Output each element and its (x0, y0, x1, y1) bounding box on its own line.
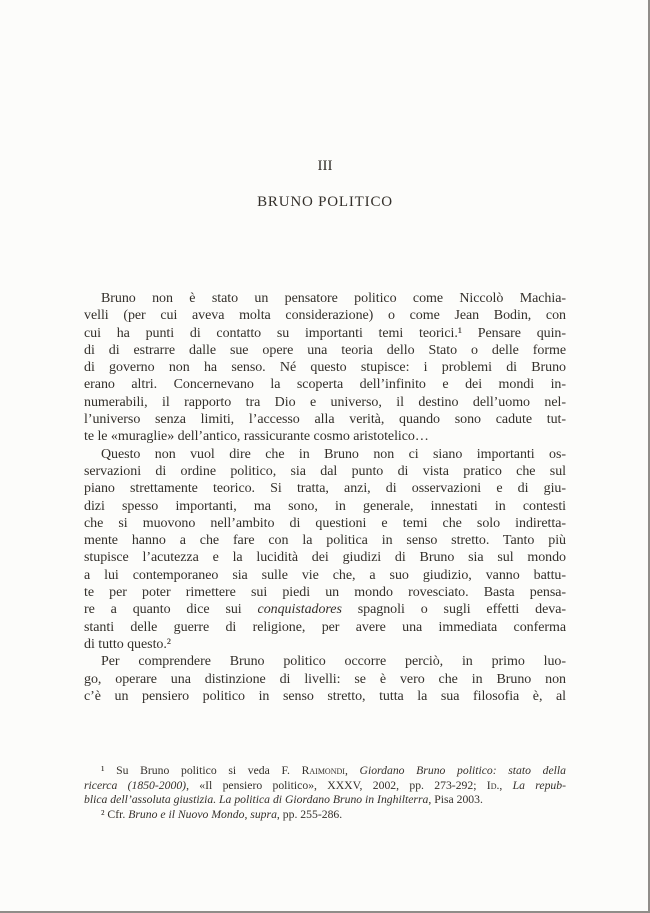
paragraph (84, 653, 566, 705)
body-text-line (84, 290, 566, 307)
body-text-line (84, 636, 566, 653)
text-segment: stanti delle guerre di religione, per avere una immediata conferma (84, 619, 566, 635)
body-text-line (84, 325, 566, 342)
text-segment: supra (250, 807, 277, 821)
body-text-line (84, 376, 566, 393)
text-segment: mente hanno a che fare con la politica in senso stretto. Tanto più (84, 533, 566, 549)
body-text-line (84, 532, 566, 549)
text-segment: servazioni di ordine politico, sia dal punto di vista pratico che sul (84, 463, 566, 479)
text-segment: dizi spesso importanti, ma sono, in generale, innestati in contesti (84, 498, 566, 514)
text-segment: a lui contemporaneo sia sulle vie che, a suo giudizio, vanno battu- (84, 567, 566, 583)
text-segment: erano altri. Concernevano la scoperta dell’infinito e dei mondi in- (84, 377, 566, 393)
text-segment: velli (per cui aveva molta considerazione) o come Jean Bodin, con (84, 308, 566, 324)
body-text-line (84, 411, 566, 428)
body-text-line (84, 584, 566, 601)
text-segment: spagnoli o sugli effetti deva- (341, 602, 566, 618)
body-text-line (84, 342, 566, 359)
text-segment: ricerca (1850-2000) (84, 778, 187, 792)
text-segment: Per comprendere Bruno politico occorre perciò, in primo luo- (101, 654, 566, 670)
footnote (84, 808, 566, 823)
text-segment: di di estrarre dalle sue opere una teoria dello Stato o delle forme (84, 342, 566, 358)
text-segment: conquistadores (257, 602, 342, 618)
text-segment: Id (486, 778, 497, 792)
text-segment: Bruno non è stato un pensatore politico come Niccolò Machia- (101, 291, 566, 306)
body-text-line (84, 653, 566, 670)
text-segment: l’universo senza limiti, l’accesso alla verità, quando sono cadute tut- (84, 412, 566, 428)
footnote-line (84, 779, 566, 794)
body-text-line (84, 463, 566, 480)
body-text-line (84, 515, 566, 532)
text-segment: te per poter rimettere sui piedi un mondo rovesciato. Basta pensa- (84, 585, 566, 601)
footnote (84, 764, 566, 808)
body-text-line (84, 446, 566, 463)
text-segment: , Pisa 2003. (428, 793, 483, 807)
body-text (84, 290, 566, 705)
text-segment: , «Il pensiero politico», XXXV, 2002, pp. 273-292; (186, 778, 487, 792)
text-segment: , (344, 764, 360, 777)
text-segment: , pp. 255-286. (276, 807, 343, 821)
text-segment: di tutto questo.² (84, 636, 171, 652)
text-segment: stupisce l’acutezza e la lucidità dei giudizi di Bruno sia sul mondo (84, 550, 566, 566)
footnote-line (84, 808, 566, 823)
footnote-line (84, 793, 566, 808)
footnote-line (84, 764, 566, 779)
text-segment: re a quanto dice sui (84, 602, 258, 618)
body-text-line (84, 567, 566, 584)
body-text-line (84, 498, 566, 515)
text-segment: di governo non ha senso. Né questo stupisce: i problemi di Bruno (84, 360, 566, 376)
body-text-line (84, 307, 566, 324)
body-text-line (84, 671, 566, 688)
text-segment: numerabili, il rapporto tra Dio e universo, il destino dell’uomo nel- (84, 394, 566, 410)
text-segment: cui ha punti di contatto su importanti temi teorici.¹ Pensare quin- (84, 325, 566, 341)
chapter-number: III (317, 158, 333, 174)
body-text-line (84, 549, 566, 566)
body-text-line (84, 394, 566, 411)
text-segment: te le «muraglie» dell’antico, rassicurante cosmo aristotelico… (84, 429, 429, 445)
paragraph (84, 290, 566, 446)
text-segment: , (244, 807, 251, 821)
text-segment: Questo non vuol dire che in Bruno non ci siano importanti os- (101, 446, 566, 462)
text-segment: Bruno e il Nuovo Mondo (128, 807, 245, 821)
text-segment: ¹ Su Bruno politico si veda F. (101, 764, 302, 777)
text-segment: La repub- (512, 778, 567, 792)
body-text-line (84, 480, 566, 497)
text-segment: piano strettamente teorico. Si tratta, anzi, di osservazioni e di giu- (84, 481, 566, 497)
text-segment: Giordano Bruno politico: stato della (359, 764, 566, 777)
text-segment: ² Cfr. (101, 807, 129, 821)
paragraph (84, 446, 566, 654)
text-segment: blica dell’assoluta giustizia. La politica di Giordano Bruno in Inghilterra (84, 793, 429, 807)
text-segment: ., (496, 778, 513, 792)
text-segment: go, operare una distinzione di livelli: se è vero che in Bruno non (84, 671, 566, 687)
text-segment: che si muovono nell’ambito di questioni e temi che solo indiretta- (84, 515, 566, 531)
body-text-line (84, 601, 566, 618)
body-text-line (84, 359, 566, 376)
body-text-line (84, 688, 566, 705)
text-segment: c’è un pensiero politico in senso stretto, tutta la sua filosofia è, al (84, 688, 566, 704)
body-text-line (84, 619, 566, 636)
body-text-line (84, 428, 566, 445)
footnotes (84, 764, 566, 822)
chapter-title: BRUNO POLITICO (257, 194, 393, 210)
text-segment: Raimondi (301, 764, 345, 777)
